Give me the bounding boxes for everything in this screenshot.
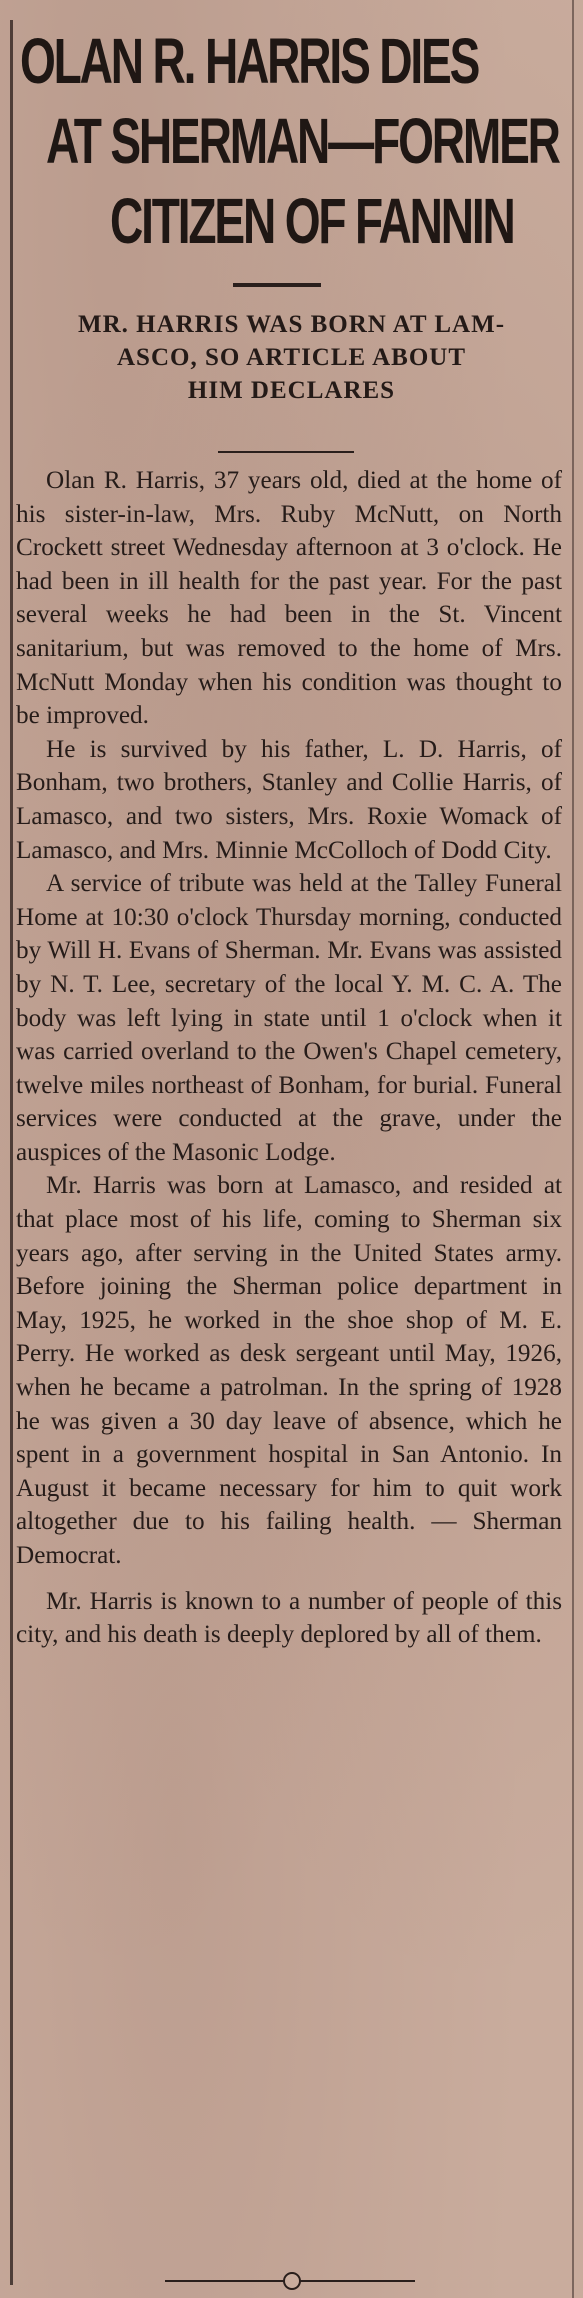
subhead-line-2: ASCO, SO ARTICLE ABOUT (117, 344, 466, 371)
subhead (14, 308, 569, 407)
column-rule-right (572, 0, 574, 2298)
column-rule-left (10, 20, 13, 2285)
article-paragraph: Mr. Harris is known to a number of people of this city, and his death is deeply deplored by all of them. (16, 1587, 562, 1649)
article-paragraph: Mr. Harris was born at Lamasco, and resided at that place most of his life, coming to Sherman six years ago, after serving in the United States army. Before joining the Sherman police department in May, 1925, he worked in the shoe shop of M. E. Perry. He worked as desk sergeant until May, 1926, when he became a patrolman. In the spring of 1928 he was given a 30 day leave of absence, which he spent in a government hospital in San Antonio. In August it became necessary for him to quit work altogether due to his failing health. — Sherman Democrat. (16, 1172, 562, 1569)
end-ornament (283, 2272, 301, 2290)
headline-line-1: OLAN R. HARRIS DIES (20, 25, 479, 97)
article-paragraph: A service of tribute was held at the Talley Funeral Home at 10:30 o'clock Thursday morning, conducted by Will H. Evans of Sherman. Mr. Evans was assisted by N. T. Lee, secretary of the local Y. M. C. A. The body was left lying in state until 1 o'clock when it was carried overland to the Owen's Chapel cemetery, twelve miles northeast of Bonham, for burial. Funeral services were conducted at the grave, under the auspices of the Masonic Lodge. (16, 870, 562, 1166)
headline-divider (233, 283, 321, 287)
article-paragraph: Olan R. Harris, 37 years old, died at the home of his sister-in-law, Mrs. Ruby McNutt, on North Crockett street Wednesday afternoon at 3 o'clock. He had been in ill health for the past year. For the past several weeks he had been in the St. Vincent sanitarium, but was removed to the home of Mrs. McNutt Monday when his condition was thought to be improved. (16, 467, 562, 730)
subhead-line-1: MR. HARRIS WAS BORN AT LAM- (77, 311, 506, 338)
headline-line-3: CITIZEN OF FANNIN (110, 185, 514, 257)
article-paragraph: He is survived by his father, L. D. Harris, of Bonham, two brothers, Stanley and Collie Harris, of Lamasco, and two sisters, Mrs. Roxie Womack of Lamasco, and Mrs. Minnie McColloch of Dodd City. (16, 735, 562, 864)
article-body (16, 464, 562, 1652)
headline-line-2: AT SHERMAN—FORMER (46, 105, 559, 177)
subhead-divider (218, 451, 354, 453)
subhead-line-3: HIM DECLARES (187, 377, 396, 404)
